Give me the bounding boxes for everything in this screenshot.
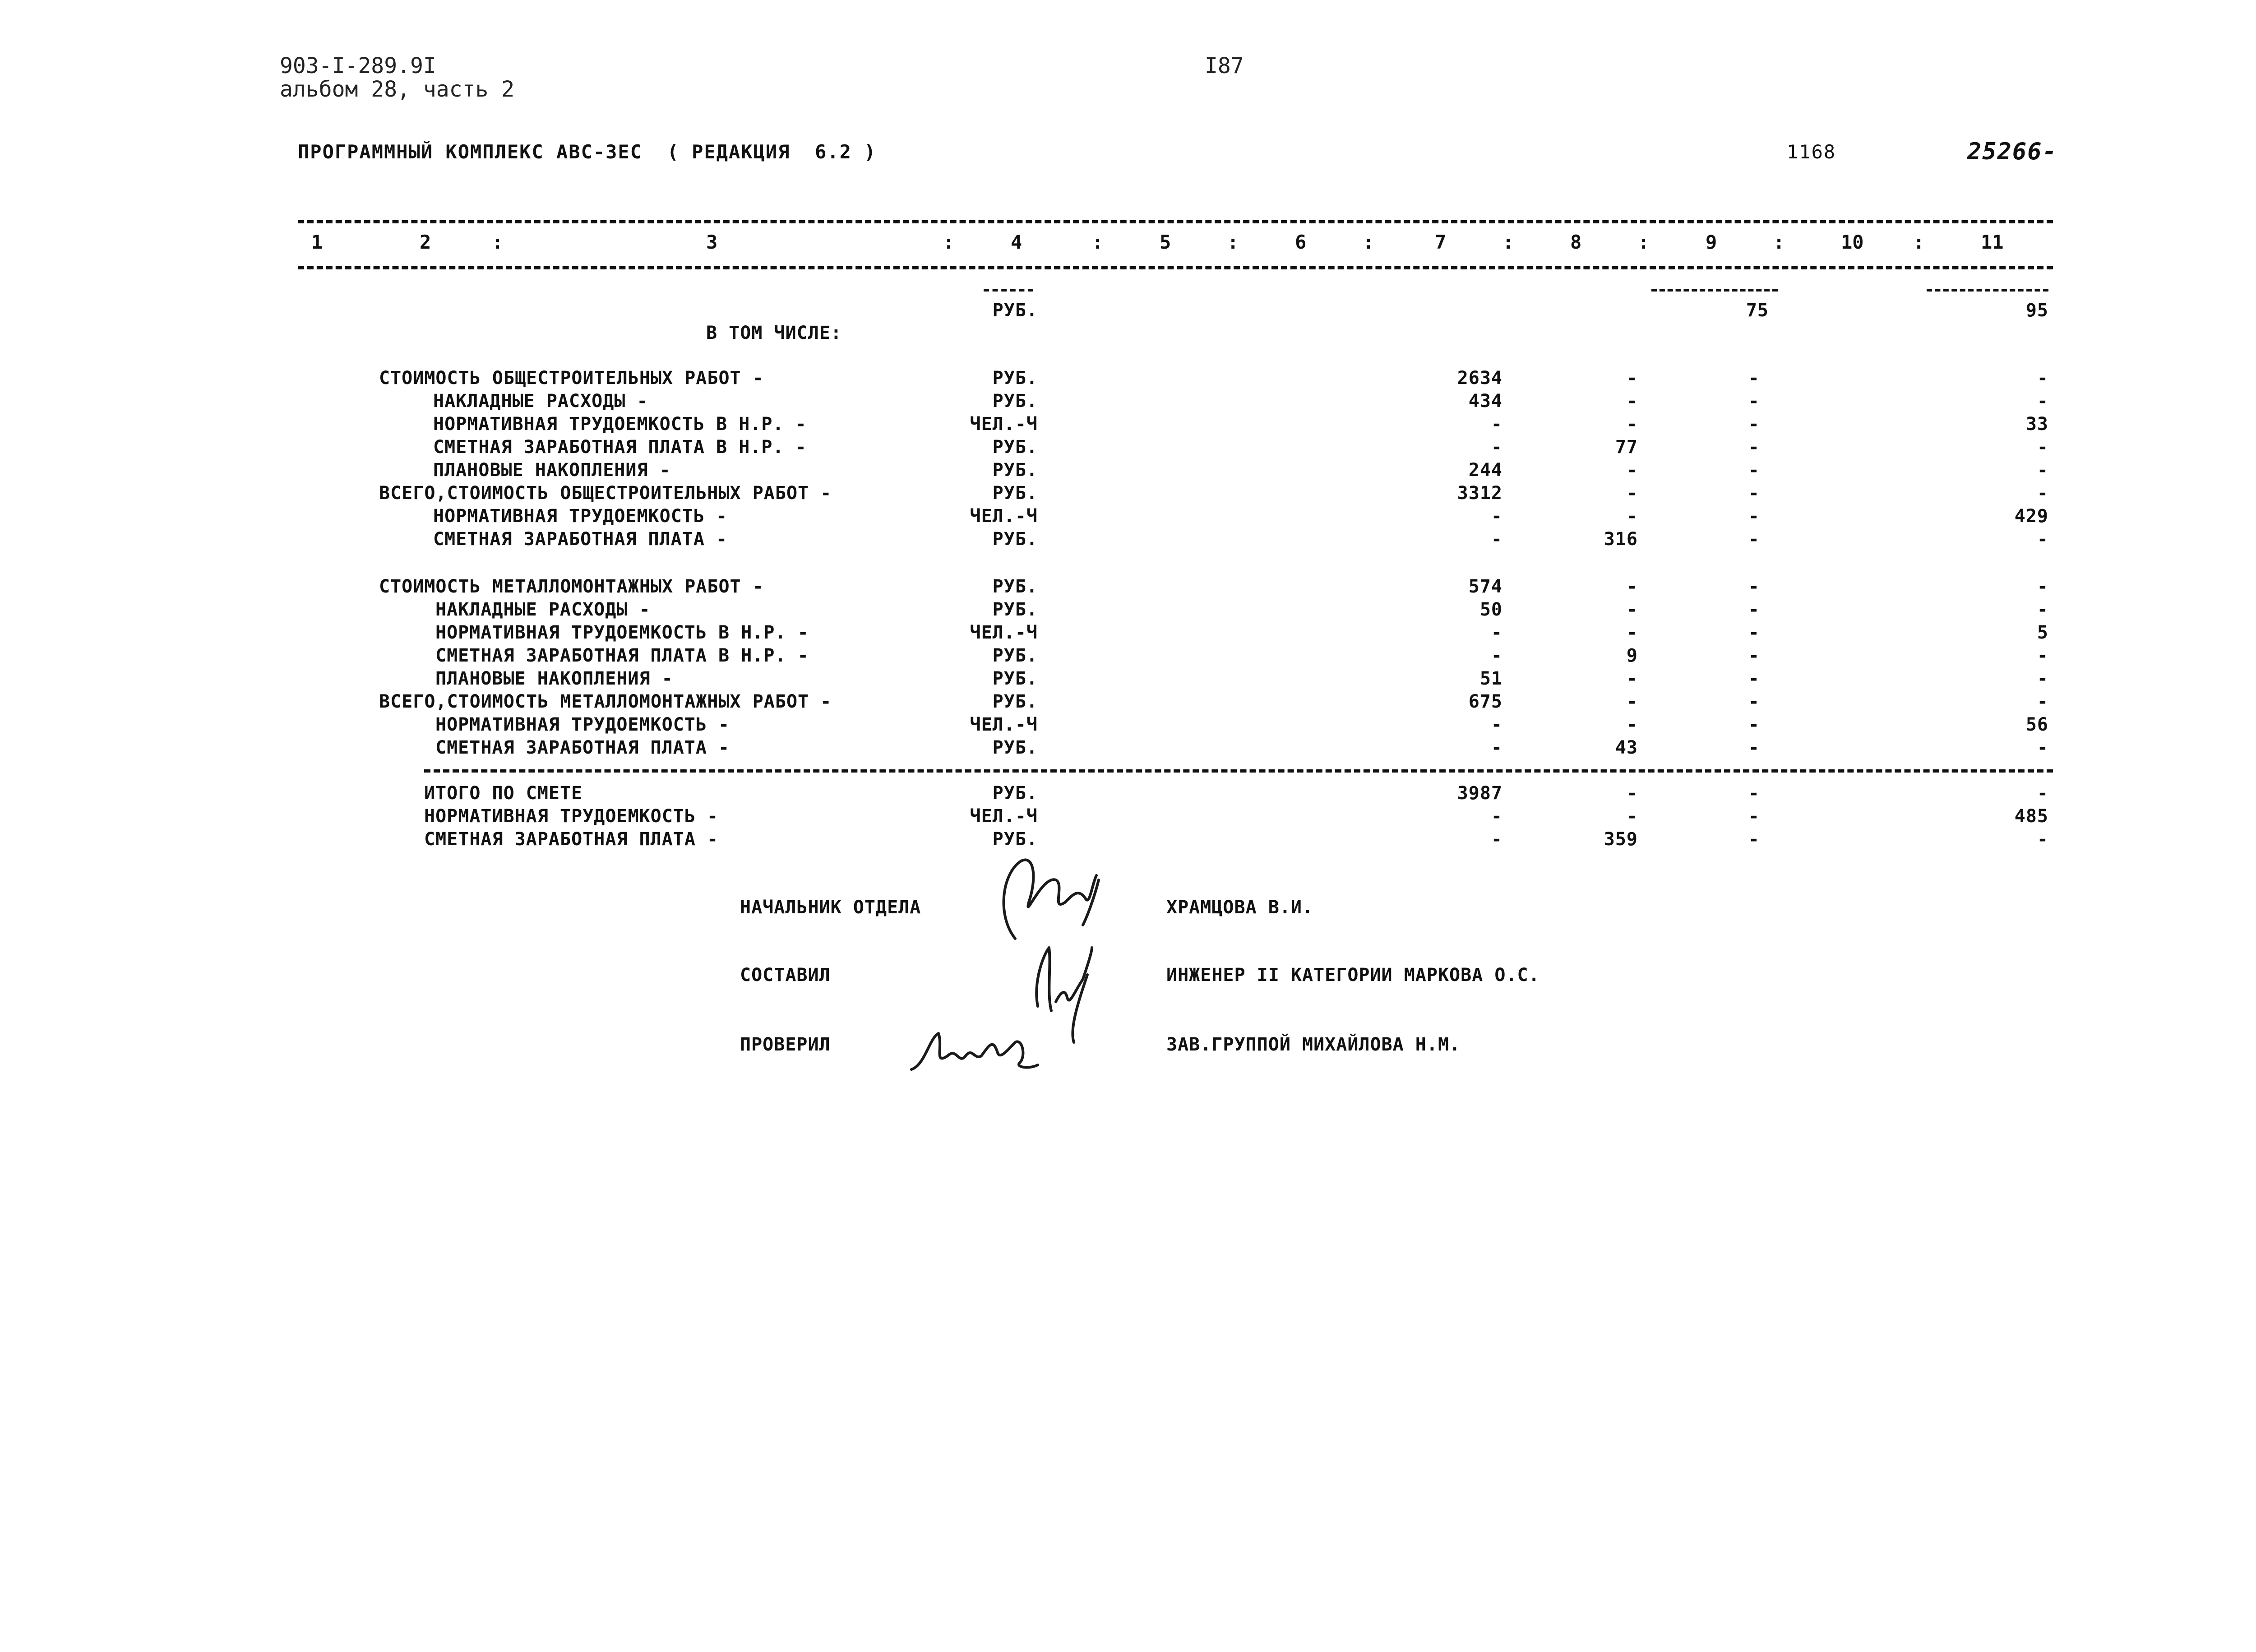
row-label: СТОИМОСТЬ МЕТАЛЛОМОНТАЖНЫХ РАБОТ - <box>379 576 764 597</box>
value-cell-col8: - <box>1626 691 1638 712</box>
column-number-8: 8 <box>1570 231 1582 253</box>
value-cell-col11: 485 <box>2014 806 2048 827</box>
unit-cell: РУБ. <box>992 391 1038 412</box>
row-label: ВСЕГО,СТОИМОСТЬ МЕТАЛЛОМОНТАЖНЫХ РАБОТ - <box>379 691 832 712</box>
value-cell-col7: - <box>1491 737 1502 758</box>
unit-cell: РУБ. <box>992 737 1038 758</box>
value-cell-col8: - <box>1626 668 1638 689</box>
value-cell-col7: - <box>1491 622 1502 643</box>
column-separator: : <box>1363 231 1374 253</box>
unit-cell: РУБ. <box>992 300 1038 321</box>
row-label: НОРМАТИВНАЯ ТРУДОЕМКОСТЬ В Н.Р. - <box>433 414 807 435</box>
value-cell-col8: - <box>1626 483 1638 504</box>
unit-cell: РУБ. <box>992 529 1038 550</box>
row-label: ВСЕГО,СТОИМОСТЬ ОБЩЕСТРОИТЕЛЬНЫХ РАБОТ - <box>379 483 832 504</box>
value-cell-col9: - <box>1748 645 1760 666</box>
signature-name-head: ХРАМЦОВА В.И. <box>1166 897 1314 918</box>
value-cell-col9: - <box>1748 783 1760 804</box>
unit-cell: РУБ. <box>992 691 1038 712</box>
value-cell-col11: - <box>2037 483 2048 504</box>
value-cell-col7: 50 <box>1479 599 1502 620</box>
column-separator: : <box>492 231 504 253</box>
column-separator: : <box>1092 231 1104 253</box>
unit-cell: РУБ. <box>992 829 1038 850</box>
value-cell-col9: - <box>1748 714 1760 735</box>
value-cell-col8: - <box>1626 391 1638 412</box>
column-number-7: 7 <box>1435 231 1447 253</box>
table-row <box>0 599 2256 622</box>
column-number-6: 6 <box>1295 231 1307 253</box>
value-cell-col7: - <box>1491 414 1502 435</box>
table-top-border <box>298 220 2053 223</box>
unit-cell: РУБ. <box>992 437 1038 458</box>
value-cell-col7: - <box>1491 806 1502 827</box>
value-cell-col7: - <box>1491 437 1502 458</box>
unit-cell: ЧЕЛ.-Ч <box>970 506 1038 527</box>
total-row <box>0 300 2256 323</box>
value-cell-col8: - <box>1626 368 1638 389</box>
value-cell-col7: 3987 <box>1457 783 1502 804</box>
value-cell-col7: - <box>1491 506 1502 527</box>
unit-cell: РУБ. <box>992 645 1038 666</box>
unit-cell: РУБ. <box>992 668 1038 689</box>
unit-cell: ЧЕЛ.-Ч <box>970 414 1038 435</box>
document-code: 903-I-289.9I <box>280 53 436 79</box>
value-cell-col11: - <box>2037 391 2048 412</box>
value-cell-col9: - <box>1748 437 1760 458</box>
value-cell-col8: - <box>1626 460 1638 481</box>
row-label: ПЛАНОВЫЕ НАКОПЛЕНИЯ - <box>435 668 673 689</box>
value-cell-col8: - <box>1626 806 1638 827</box>
value-cell-col7: - <box>1491 714 1502 735</box>
value-cell-col9: - <box>1748 806 1760 827</box>
column-separator: : <box>943 231 955 253</box>
value-cell-col11: - <box>2037 529 2048 550</box>
table-row <box>0 829 2256 851</box>
signature-name-compiled: ИНЖЕНЕР II КАТЕГОРИИ МАРКОВА О.С. <box>1166 965 1540 986</box>
value-cell-col7: 244 <box>1468 460 1502 481</box>
unit-cell: ЧЕЛ.-Ч <box>970 714 1038 735</box>
value-cell-col9: - <box>1748 529 1760 550</box>
value-cell-col8: 43 <box>1615 737 1638 758</box>
value-cell-col11: - <box>2037 668 2048 689</box>
value-cell-col9: - <box>1748 414 1760 435</box>
handwritten-signature-head <box>988 848 1105 952</box>
unit-cell: ЧЕЛ.-Ч <box>970 622 1038 643</box>
column-separator: : <box>1227 231 1239 253</box>
row-label: СТОИМОСТЬ ОБЩЕСТРОИТЕЛЬНЫХ РАБОТ - <box>379 368 764 389</box>
value-cell-col11: - <box>2037 691 2048 712</box>
value-cell-col7: 3312 <box>1457 483 1502 504</box>
row-label: ИТОГО ПО СМЕТЕ <box>424 783 583 804</box>
signature-role-head: НАЧАЛЬНИК ОТДЕЛА <box>740 897 921 918</box>
value-cell-col8: - <box>1626 783 1638 804</box>
value-cell-col9: - <box>1748 599 1760 620</box>
signature-name-checked: ЗАВ.ГРУППОЙ МИХАЙЛОВА Н.М. <box>1166 1034 1461 1055</box>
value-cell-col8: - <box>1626 414 1638 435</box>
table-row <box>0 506 2256 528</box>
column-number-1: 1 <box>311 231 323 253</box>
row-label: СМЕТНАЯ ЗАРАБОТНАЯ ПЛАТА - <box>435 737 730 758</box>
value-cell-col11: - <box>2037 460 2048 481</box>
value-cell-col7: - <box>1491 645 1502 666</box>
row-label: НОРМАТИВНАЯ ТРУДОЕМКОСТЬ - <box>424 806 719 827</box>
table-row <box>0 529 2256 551</box>
subtotal-rule <box>984 289 1033 292</box>
table-row <box>0 622 2256 645</box>
value-cell-col9: - <box>1748 368 1760 389</box>
value-cell-col11: - <box>2037 645 2048 666</box>
table-header-border <box>298 266 2053 269</box>
value-cell-col9: - <box>1748 691 1760 712</box>
table-row <box>0 483 2256 505</box>
value-cell-col9: - <box>1748 622 1760 643</box>
value-cell-col7: - <box>1491 529 1502 550</box>
value-cell-col7: 434 <box>1468 391 1502 412</box>
value-cell-col9: - <box>1748 506 1760 527</box>
value-cell-col11: 95 <box>2025 300 2048 321</box>
value-cell-col9: - <box>1748 391 1760 412</box>
row-label: НОРМАТИВНАЯ ТРУДОЕМКОСТЬ - <box>435 714 730 735</box>
value-cell-col7: 574 <box>1468 576 1502 597</box>
table-row <box>0 714 2256 737</box>
value-cell-col8: - <box>1626 506 1638 527</box>
handwritten-signature-checked <box>907 1020 1042 1078</box>
value-cell-col8: 77 <box>1615 437 1638 458</box>
program-code: 1168 <box>1787 141 1836 163</box>
summary-divider <box>424 769 2053 773</box>
row-label: СМЕТНАЯ ЗАРАБОТНАЯ ПЛАТА В Н.Р. - <box>435 645 809 666</box>
unit-cell: РУБ. <box>992 576 1038 597</box>
unit-cell: РУБ. <box>992 460 1038 481</box>
value-cell-col8: - <box>1626 622 1638 643</box>
value-cell-col9: 75 <box>1746 300 1769 321</box>
column-separator: : <box>1773 231 1785 253</box>
value-cell-col8: - <box>1626 714 1638 735</box>
row-label: НАКЛАДНЫЕ РАСХОДЫ - <box>435 599 651 620</box>
table-row <box>0 391 2256 413</box>
row-label: СМЕТНАЯ ЗАРАБОТНАЯ ПЛАТА - <box>424 829 719 850</box>
row-label: СМЕТНАЯ ЗАРАБОТНАЯ ПЛАТА - <box>433 529 728 550</box>
value-cell-col7: - <box>1491 829 1502 850</box>
column-number-11: 11 <box>1981 231 2004 253</box>
value-cell-col7: 51 <box>1479 668 1502 689</box>
table-row <box>0 576 2256 599</box>
table-row <box>0 806 2256 828</box>
column-separator: : <box>1913 231 1925 253</box>
unit-cell: РУБ. <box>992 368 1038 389</box>
column-number-5: 5 <box>1160 231 1171 253</box>
table-row <box>0 737 2256 760</box>
row-label: НОРМАТИВНАЯ ТРУДОЕМКОСТЬ В Н.Р. - <box>435 622 809 643</box>
table-row <box>0 645 2256 668</box>
program-title: ПРОГРАММНЫЙ КОМПЛЕКС АВС-3ЕС ( РЕДАКЦИЯ 6.2 ) <box>298 141 877 163</box>
column-number-2: 2 <box>420 231 431 253</box>
value-cell-col11: - <box>2037 829 2048 850</box>
value-cell-col9: - <box>1748 668 1760 689</box>
table-row <box>0 414 2256 436</box>
table-row <box>0 668 2256 691</box>
value-cell-col8: 316 <box>1604 529 1638 550</box>
row-label: СМЕТНАЯ ЗАРАБОТНАЯ ПЛАТА В Н.Р. - <box>433 437 807 458</box>
value-cell-col8: - <box>1626 599 1638 620</box>
value-cell-col9: - <box>1748 483 1760 504</box>
value-cell-col11: 429 <box>2014 506 2048 527</box>
unit-cell: ЧЕЛ.-Ч <box>970 806 1038 827</box>
subtotal-rule <box>1651 289 1778 292</box>
value-cell-col11: - <box>2037 437 2048 458</box>
signature-role-compiled: СОСТАВИЛ <box>740 965 831 986</box>
row-label: ПЛАНОВЫЕ НАКОПЛЕНИЯ - <box>433 460 671 481</box>
album-label: альбом 28, часть 2 <box>280 77 515 102</box>
value-cell-col7: 2634 <box>1457 368 1502 389</box>
column-number-3: 3 <box>706 231 718 253</box>
value-cell-col11: 56 <box>2025 714 2048 735</box>
unit-cell: РУБ. <box>992 599 1038 620</box>
row-label: НОРМАТИВНАЯ ТРУДОЕМКОСТЬ - <box>433 506 728 527</box>
table-row <box>0 460 2256 482</box>
column-separator: : <box>1502 231 1514 253</box>
value-cell-col9: - <box>1748 460 1760 481</box>
subtotal-rule <box>1927 289 2048 292</box>
value-cell-col11: - <box>2037 368 2048 389</box>
value-cell-col7: 675 <box>1468 691 1502 712</box>
value-cell-col11: - <box>2037 599 2048 620</box>
column-number-4: 4 <box>1011 231 1022 253</box>
table-row <box>0 783 2256 805</box>
in-total-label: В ТОМ ЧИСЛЕ: <box>706 323 842 343</box>
table-row <box>0 691 2256 714</box>
unit-cell: РУБ. <box>992 783 1038 804</box>
value-cell-col8: 359 <box>1604 829 1638 850</box>
column-separator: : <box>1638 231 1650 253</box>
value-cell-col9: - <box>1748 576 1760 597</box>
unit-cell: РУБ. <box>992 483 1038 504</box>
table-row <box>0 368 2256 390</box>
value-cell-col8: 9 <box>1626 645 1638 666</box>
column-number-10: 10 <box>1841 231 1864 253</box>
row-label: НАКЛАДНЫЕ РАСХОДЫ - <box>433 391 648 412</box>
value-cell-col8: - <box>1626 576 1638 597</box>
column-number-9: 9 <box>1706 231 1717 253</box>
value-cell-col11: - <box>2037 576 2048 597</box>
document-number: 25266- <box>1967 138 2057 165</box>
value-cell-col11: - <box>2037 737 2048 758</box>
table-row <box>0 437 2256 459</box>
value-cell-col9: - <box>1748 829 1760 850</box>
page-number: I87 <box>1205 53 1244 79</box>
value-cell-col11: 33 <box>2025 414 2048 435</box>
value-cell-col9: - <box>1748 737 1760 758</box>
value-cell-col11: 5 <box>2037 622 2048 643</box>
value-cell-col11: - <box>2037 783 2048 804</box>
signature-role-checked: ПРОВЕРИЛ <box>740 1034 831 1055</box>
